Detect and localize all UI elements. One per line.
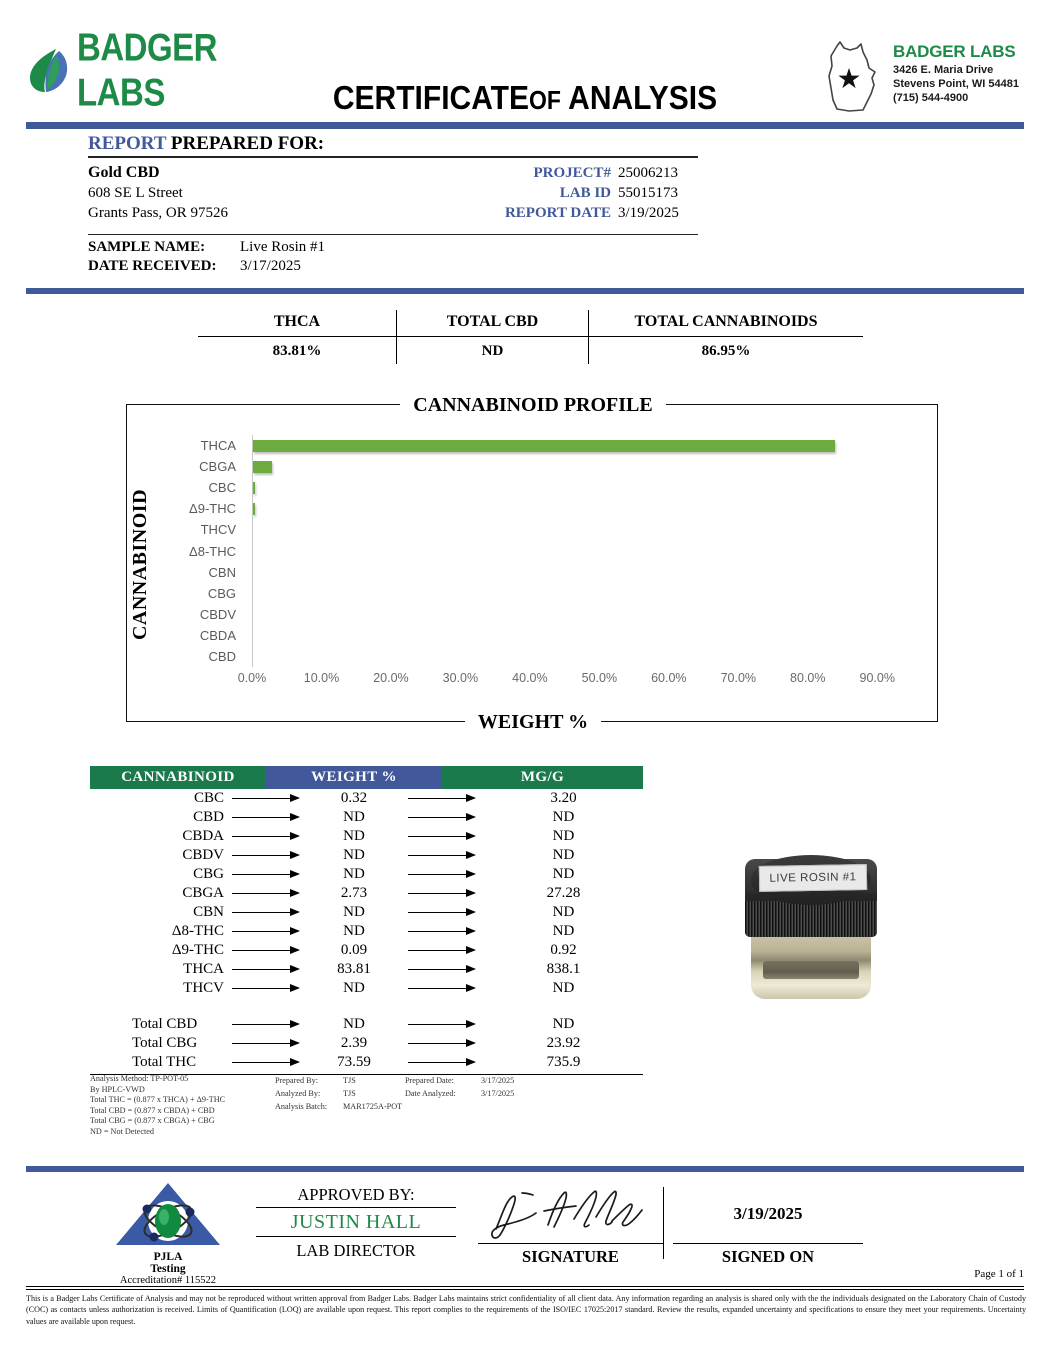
chart-bar-row	[253, 646, 912, 667]
lab-phone: (715) 544-4900	[893, 92, 969, 104]
wisconsin-state-icon	[823, 38, 887, 116]
row-mgg-value: ND	[552, 904, 575, 920]
disclaimer-top-rule	[26, 1286, 1024, 1290]
row-mgg-value: 27.28	[546, 885, 581, 901]
date-received-row	[88, 257, 698, 276]
row-arrow-icon	[400, 865, 484, 884]
row-weight-value: 0.09	[340, 942, 368, 958]
cannabinoid-profile-chart	[126, 394, 938, 733]
chart-bar	[253, 461, 272, 473]
approved-by-block	[256, 1185, 456, 1261]
sample-name-row	[88, 235, 698, 257]
chart-bar	[253, 440, 835, 452]
summary-results-table	[198, 310, 863, 364]
method-line-2: By HPLC-VWD	[90, 1084, 145, 1094]
row-analyte-name: CBD	[193, 809, 224, 825]
chart-title: CANNABINOID PROFILE	[400, 394, 665, 416]
report-heading-rest: PREPARED FOR:	[170, 133, 325, 154]
summary-value-row	[198, 337, 863, 364]
table-row	[90, 884, 643, 903]
row-arrow-icon	[224, 941, 308, 960]
chart-bars	[252, 435, 912, 667]
chart-x-tick: 30.0%	[442, 671, 479, 685]
chart-bar-row	[253, 625, 912, 646]
chart-x-tick: 70.0%	[720, 671, 757, 685]
client-city-state-zip: Grants Pass, OR 97526	[88, 205, 229, 221]
table-row	[90, 865, 643, 884]
row-mgg-value: 3.20	[550, 790, 577, 806]
row-analyte-name: CBN	[193, 904, 224, 920]
summary-header-total-cannabinoids: TOTAL CANNABINOIDS	[588, 310, 863, 336]
row-arrow-icon	[400, 846, 484, 865]
row-analyte-name: CBGA	[182, 885, 224, 901]
summary-header-row	[198, 310, 863, 336]
prepared-by-value: TJS	[343, 1076, 356, 1085]
table-row	[90, 922, 643, 941]
row-arrow-icon	[224, 808, 308, 827]
table-row	[90, 808, 643, 827]
method-line-1: Analysis Method: TP-POT-05	[90, 1074, 189, 1083]
row-mgg-value: 23.92	[546, 1035, 581, 1051]
row-mgg-value: ND	[552, 923, 575, 939]
date-received-value: 3/17/2025	[240, 258, 301, 274]
report-date-value: 3/19/2025	[618, 205, 679, 221]
row-arrow-icon	[224, 827, 308, 846]
footer-divider	[26, 1166, 1024, 1172]
lab-brand-name: BADGER LABS	[893, 42, 1016, 61]
table-row	[90, 903, 643, 922]
pjla-name: PJLA	[153, 1251, 183, 1263]
row-analyte-name: CBDA	[182, 828, 224, 844]
method-line-4: Total CBD = (0.877 x CBDA) + CBD	[90, 1105, 215, 1115]
title-end: ANALYSIS	[568, 79, 718, 117]
project-row	[408, 163, 698, 183]
chart-x-tick: 50.0%	[581, 671, 618, 685]
client-address-block	[88, 163, 388, 223]
report-date-label: REPORT DATE	[504, 205, 611, 221]
row-arrow-icon	[400, 789, 484, 808]
row-arrow-icon	[400, 827, 484, 846]
results-header-mgg: MG/G	[442, 766, 643, 789]
logo-wordmark: BADGER LABS	[77, 25, 218, 114]
row-arrow-icon	[224, 1053, 308, 1072]
row-arrow-icon	[400, 1015, 484, 1034]
summary-header-total-cbd: TOTAL CBD	[396, 310, 588, 336]
summary-value-thca: 83.81%	[272, 343, 322, 359]
chart-y-axis-title-wrap	[121, 405, 161, 723]
chart-x-tick: 60.0%	[651, 671, 687, 685]
row-weight-value: ND	[343, 866, 365, 882]
chart-x-axis-title-wrap	[127, 711, 939, 734]
section-divider	[26, 288, 1024, 294]
table-total-row	[90, 1053, 643, 1072]
table-row	[90, 941, 643, 960]
row-arrow-icon	[400, 979, 484, 998]
method-line-6: ND = Not Detected	[90, 1126, 154, 1136]
table-total-row	[90, 1034, 643, 1053]
chart-x-tick: 40.0%	[512, 671, 548, 685]
title-main: CERTIFICATE	[332, 79, 529, 117]
row-weight-value: ND	[343, 1016, 365, 1032]
analysis-batch-value: MAR1725A-POT	[343, 1102, 403, 1111]
method-right-column	[275, 1074, 575, 1113]
row-weight-value: 0.32	[340, 790, 368, 806]
chart-bar-row	[253, 519, 912, 540]
chart-bar-row	[253, 498, 912, 519]
cannabinoid-results-table	[90, 766, 643, 1075]
row-arrow-icon	[400, 808, 484, 827]
signed-on-date: 3/19/2025	[733, 1204, 803, 1223]
prepared-by-label: Prepared By:	[275, 1076, 318, 1085]
date-received-label: DATE RECEIVED:	[88, 258, 217, 274]
lab-city-state: Stevens Point, WI 54481	[893, 78, 1019, 90]
chart-x-tick: 20.0%	[373, 671, 409, 685]
chart-category-label: CBG	[207, 585, 236, 601]
chart-bar-row	[253, 456, 912, 477]
chart-category-label: CBDV	[199, 606, 236, 622]
method-left-column	[90, 1074, 280, 1138]
row-analyte-name: THCV	[183, 980, 224, 996]
chart-category-label: CBGA	[199, 459, 236, 475]
pjla-atom-icon	[114, 1232, 222, 1249]
row-arrow-icon	[224, 922, 308, 941]
row-arrow-icon	[224, 1015, 308, 1034]
chart-category-label: Δ9-THC	[189, 501, 236, 517]
table-row	[90, 960, 643, 979]
page-number: Page 1 of 1	[974, 1268, 1024, 1280]
row-analyte-name: CBC	[193, 790, 224, 806]
table-row	[90, 979, 643, 998]
pjla-accreditation-number: Accreditation# 115522	[119, 1275, 217, 1286]
prepared-by-row	[275, 1074, 575, 1087]
row-mgg-value: ND	[552, 980, 575, 996]
summary-value-total-cannabinoids: 86.95%	[588, 337, 863, 364]
row-mgg-value: ND	[552, 1016, 575, 1032]
row-analyte-name: CBDV	[182, 847, 224, 863]
legal-disclaimer: This is a Badger Labs Certificate of Analysis and may not be reproduced without written approval from Badger Labs. Badger Labs maintains strict confidentiality of all client data. Any information regarding an analysis is shared only with the the individuals designated on the Laboratory Chain of Custody (COC) as contacts unless authorization is received. Limits of Quantification (LOQ) are available upon request. This report complies to the requirements of the ISO/IEC 17025:2017 standard. Review the results, expanded uncertainty and specifications to ensure they meet your requirements. Uncertainty values are available upon request.	[26, 1294, 1026, 1326]
summary-header-thca: THCA	[273, 313, 321, 330]
results-header-cannabinoid: CANNABINOID	[90, 766, 266, 789]
report-meta-block	[408, 163, 698, 223]
chart-bar-row	[253, 562, 912, 583]
sample-name-label: SAMPLE NAME:	[88, 239, 206, 255]
chart-bar-row	[253, 540, 912, 561]
analysis-batch-label: Analysis Batch:	[275, 1102, 328, 1111]
pjla-subtitle: Testing	[150, 1263, 186, 1275]
pjla-accreditation	[108, 1183, 228, 1287]
row-arrow-icon	[400, 1053, 484, 1072]
results-header-row	[90, 766, 643, 789]
client-street: 608 SE L Street	[88, 185, 183, 201]
chart-category-label: Δ8-THC	[189, 543, 236, 559]
row-analyte-name: Δ9-THC	[171, 942, 224, 958]
date-analyzed-label: Date Analyzed:	[405, 1089, 456, 1098]
table-total-row	[90, 1015, 643, 1034]
chart-x-tick: 0.0%	[237, 671, 267, 685]
approver-title: LAB DIRECTOR	[296, 1241, 416, 1260]
lab-id-value: 55015173	[618, 185, 678, 201]
approval-vertical-divider	[663, 1187, 664, 1259]
report-heading-accent: REPORT	[88, 133, 167, 154]
chart-title-wrap	[127, 394, 939, 417]
project-value: 25006213	[618, 165, 678, 181]
date-analyzed-value: 3/17/2025	[481, 1089, 515, 1098]
row-weight-value: 73.59	[337, 1054, 371, 1070]
chart-category-labels	[182, 435, 244, 667]
chart-category-label: THCV	[200, 522, 236, 538]
chart-x-tick: 10.0%	[303, 671, 340, 685]
approval-section	[88, 1183, 815, 1286]
jar-contents	[763, 961, 859, 979]
signature-image	[478, 1185, 663, 1243]
row-analyte-name: Total CBD	[132, 1016, 198, 1032]
report-date-row	[408, 203, 698, 223]
product-label: LIVE ROSIN #1	[759, 864, 867, 892]
row-weight-value: ND	[343, 980, 365, 996]
table-row	[90, 827, 643, 846]
row-analyte-name: Total THC	[132, 1054, 197, 1070]
sample-info-block	[88, 233, 698, 276]
row-weight-value: 2.73	[340, 885, 368, 901]
analyzed-by-row	[275, 1087, 575, 1100]
row-mgg-value: ND	[552, 828, 575, 844]
chart-bar-row	[253, 604, 912, 625]
row-weight-value: ND	[343, 904, 365, 920]
client-name: Gold CBD	[88, 164, 160, 181]
row-weight-value: ND	[343, 809, 365, 825]
chart-bar	[253, 503, 255, 515]
analyzed-by-label: Analyzed By:	[275, 1089, 321, 1098]
header-divider	[26, 122, 1024, 129]
lab-id-row	[408, 183, 698, 203]
method-line-5: Total CBG = (0.877 x CBGA) + CBG	[90, 1116, 215, 1126]
project-label: PROJECT#	[533, 165, 611, 181]
row-arrow-icon	[400, 960, 484, 979]
chart-category-label: CBD	[208, 648, 236, 664]
page-header	[0, 25, 1050, 120]
analysis-batch-row	[275, 1100, 575, 1113]
table-row	[90, 789, 643, 808]
row-mgg-value: ND	[552, 847, 575, 863]
approver-name: JUSTIN HALL	[256, 1208, 456, 1237]
lab-id-label: LAB ID	[559, 185, 611, 201]
chart-category-label: CBN	[208, 564, 236, 580]
results-rows	[90, 789, 643, 998]
method-line-3: Total THC = (0.877 x THCA) + Δ9-THC	[90, 1095, 226, 1105]
table-row	[90, 846, 643, 865]
lab-address-block	[823, 38, 1028, 118]
signature-block	[478, 1185, 663, 1267]
row-arrow-icon	[224, 979, 308, 998]
row-mgg-value: ND	[552, 866, 575, 882]
lab-street: 3426 E. Maria Drive	[893, 64, 994, 76]
chart-x-tick: 80.0%	[790, 671, 826, 685]
row-analyte-name: THCA	[183, 961, 224, 977]
chart-bar-row	[253, 583, 912, 604]
sample-name-value: Live Rosin #1	[240, 239, 325, 255]
row-weight-value: 2.39	[340, 1035, 368, 1051]
row-analyte-name: Δ8-THC	[171, 923, 224, 939]
row-arrow-icon	[400, 884, 484, 903]
chart-x-axis-title: WEIGHT %	[465, 711, 601, 733]
chart-bar	[253, 482, 255, 494]
product-photo	[737, 849, 885, 1004]
analyzed-by-value: TJS	[343, 1089, 356, 1098]
chart-category-label: THCA	[200, 438, 236, 454]
row-weight-value: 83.81	[337, 961, 371, 977]
signed-on-block	[673, 1185, 863, 1267]
row-arrow-icon	[224, 789, 308, 808]
jar-cap-ridges	[745, 901, 877, 937]
row-arrow-icon	[400, 941, 484, 960]
row-arrow-icon	[224, 846, 308, 865]
title-of: OF	[528, 85, 561, 115]
chart-bar-row	[253, 477, 912, 498]
chart-bar-row	[253, 435, 912, 456]
row-arrow-icon	[224, 884, 308, 903]
row-analyte-name: CBG	[193, 866, 224, 882]
summary-value-total-cbd: ND	[396, 337, 588, 364]
chart-category-label: CBDA	[199, 627, 236, 643]
chart-x-tick-labels	[237, 671, 916, 691]
row-weight-value: ND	[343, 828, 365, 844]
results-header-weight: WEIGHT %	[266, 766, 442, 789]
row-mgg-value: 838.1	[546, 961, 581, 977]
report-info-section	[88, 133, 698, 276]
row-arrow-icon	[400, 922, 484, 941]
row-mgg-value: ND	[552, 809, 575, 825]
row-arrow-icon	[400, 903, 484, 922]
chart-plot-area	[182, 435, 922, 685]
row-arrow-icon	[224, 903, 308, 922]
results-totals-rows	[90, 1015, 643, 1072]
prepared-date-value: 3/17/2025	[481, 1076, 515, 1085]
chart-y-axis-title: CANNABINOID	[129, 488, 152, 640]
chart-x-tick: 90.0%	[859, 671, 895, 685]
approved-by-label: APPROVED BY:	[256, 1185, 456, 1208]
chart-category-label: CBC	[208, 480, 236, 496]
signed-on-label: SIGNED ON	[673, 1243, 863, 1267]
row-arrow-icon	[400, 1034, 484, 1053]
row-arrow-icon	[224, 865, 308, 884]
row-mgg-value: 735.9	[546, 1054, 581, 1070]
row-analyte-name: Total CBG	[132, 1035, 198, 1051]
prepared-date-label: Prepared Date:	[405, 1076, 454, 1085]
row-arrow-icon	[224, 960, 308, 979]
row-mgg-value: 0.92	[550, 942, 577, 958]
signature-label: SIGNATURE	[478, 1243, 663, 1267]
report-prepared-for-heading	[88, 133, 698, 158]
row-weight-value: ND	[343, 923, 365, 939]
row-weight-value: ND	[343, 847, 365, 863]
row-arrow-icon	[224, 1034, 308, 1053]
